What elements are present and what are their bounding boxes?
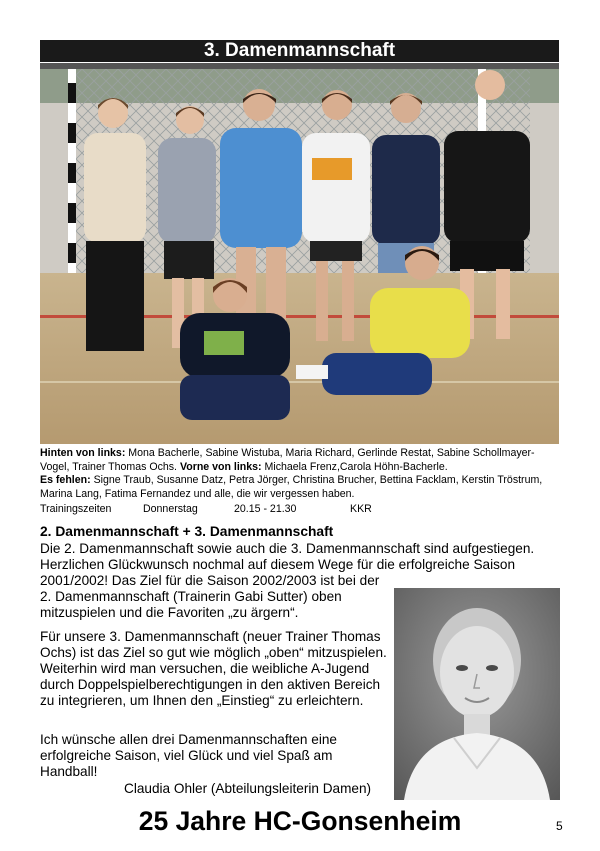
section-banner: [40, 40, 559, 62]
caption-front-names: Michaela Frenz,Carola Höhn-Bacherle.: [261, 460, 448, 473]
caption-back-label: Hinten von links:: [40, 447, 126, 459]
portrait-photo: [394, 588, 560, 800]
team-photo: [40, 63, 559, 444]
article-heading: 2. Damenmannschaft + 3. Damenmannschaft: [40, 524, 334, 539]
section-title: 3. Damenmannschaft: [203, 40, 396, 61]
portrait-illustration: [394, 588, 560, 800]
team-photo-illustration: [40, 63, 559, 444]
training-times-row: [40, 503, 560, 517]
footer-title: 25 Jahre HC-Gonsenheim: [138, 806, 462, 836]
caption-front-label: Vorne von links:: [179, 460, 262, 473]
training-day: Donnerstag: [143, 503, 198, 515]
photo-caption: [40, 447, 560, 501]
caption-back-names: Mona Bacherle, Sabine Wistuba, Maria Richard, Gerlinde Restat, Sabine Schollmayer-Vogel, Trainer Thomas Ochs.: [40, 447, 535, 473]
page-number: 5: [556, 819, 563, 833]
article-paragraph-1a: Die 2. Damenmannschaft sowie auch die 3. Damenmannschaft sind aufgestiegen. Herzlichen Glückwunsch nochmal auf diesem Wege für die erfolgreiche Saison 2001/2002! Das Ziel für die Saison 2002/2003 ist bei der: [40, 541, 535, 588]
article-paragraph-3: Ich wünsche allen drei Damenmannschaften eine erfolgreiche Saison, viel Glück und viel Spaß am Handball!: [40, 732, 337, 779]
caption-missing-names: Signe Traub, Susanne Datz, Petra Jörger, Christina Brucher, Bettina Facklam, Kerstin Tröstrum, Marina Lang, Fatima Fernandez und alle, die wir vergessen haben.: [40, 474, 543, 500]
training-time: 20.15 - 21.30: [234, 503, 297, 515]
training-label: Trainingszeiten: [40, 503, 112, 515]
caption-missing-label: Es fehlen:: [40, 474, 91, 487]
training-place: KKR: [350, 503, 372, 515]
article-paragraph-2: Für unsere 3. Damenmannschaft (neuer Trainer Thomas Ochs) ist das Ziel so gut wie möglich „oben“ mitzuspielen. Weiterhin wird man versuchen, die weibliche A-Jugend durch Doppelspielberechtigungen in den aktiven Bereich zu integrieren, um Ihnen den „Einstieg“ zu erleichtern.: [40, 629, 387, 708]
article-signature: Claudia Ohler (Abteilungsleiterin Damen): [124, 781, 372, 796]
article-paragraph-1b: 2. Damenmannschaft (Trainerin Gabi Sutter) oben mitzuspielen und die Favoriten „zu ärgern“.: [40, 589, 342, 620]
